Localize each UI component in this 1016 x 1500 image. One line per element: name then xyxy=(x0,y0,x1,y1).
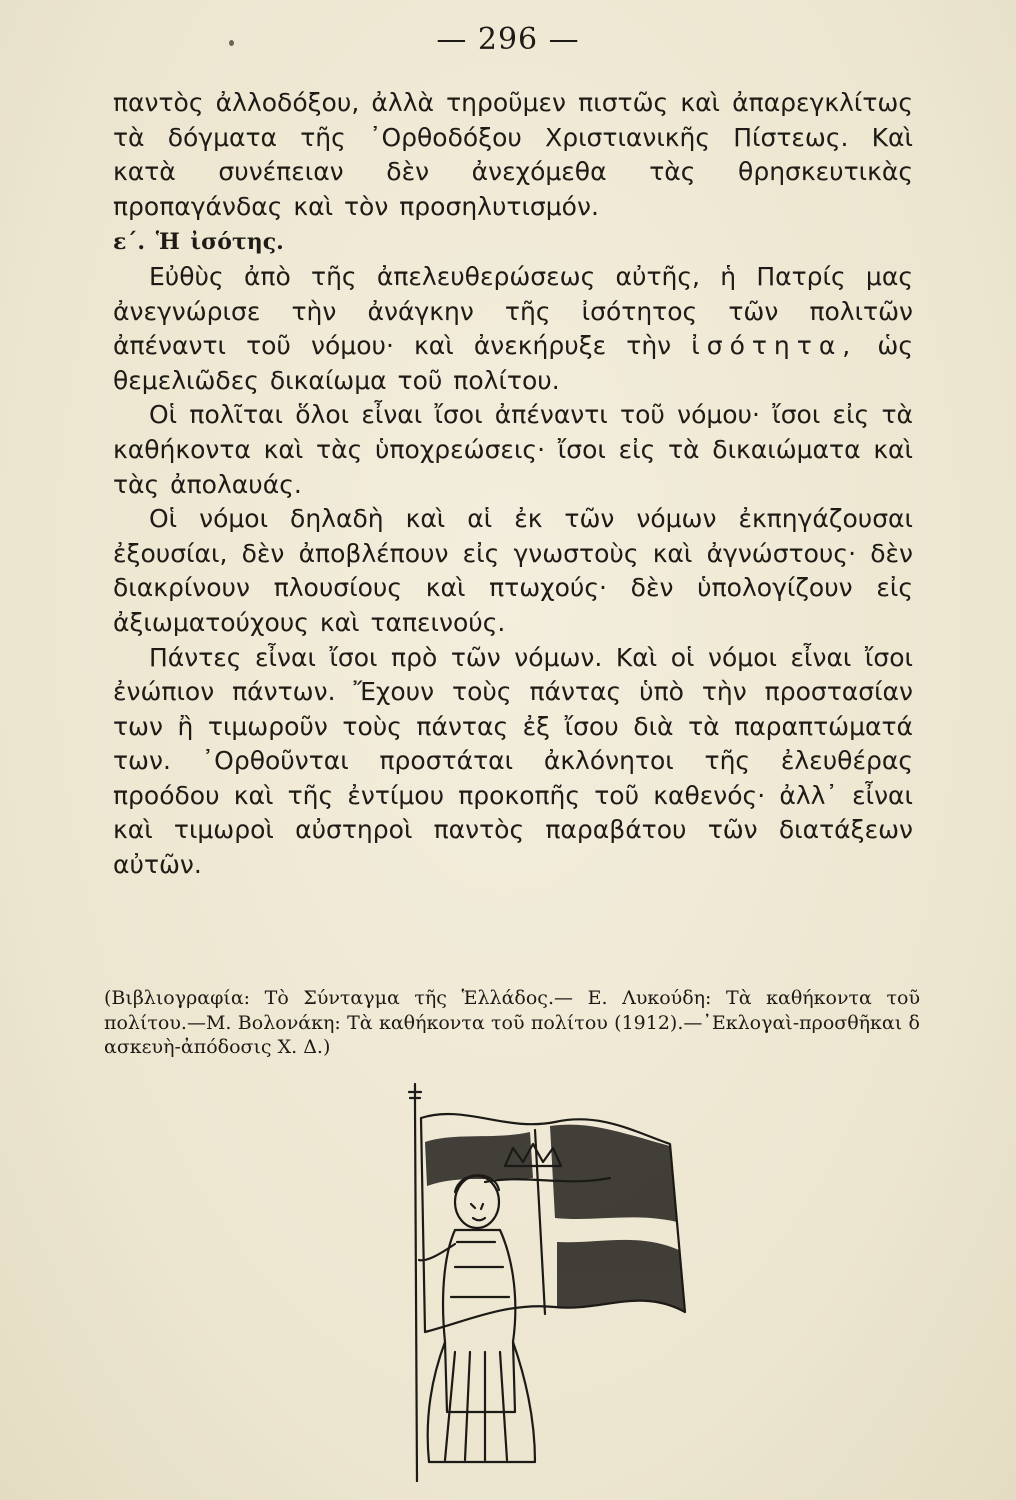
bibliography-text: (Βιβλιογραφία: Τὸ Σύνταγμα τῆς Ἑλλάδος.— Ε. Λυκούδη: Τὰ καθήκοντα τοῦ πολίτου.—Μ. Βολονάκη: Τὰ καθήκοντα τοῦ πολίτου (1912).—᾿Εκλογαὶ-προσθῆκαι δ ασκευὴ-ἀπόδοσις Χ. Δ.) xyxy=(104,987,920,1058)
section-heading xyxy=(113,224,913,260)
flag-bearer-illustration xyxy=(385,1082,730,1482)
paragraph-equality-intro-start: Εὐθὺς ἀπὸ τῆς ἀπελευθερώσεως αὐτῆς, ἡ Πατρίς μας ἀνεγνώρισε τὴν ἀνάγκην τῆς ἰσότητος τῶν πολιτῶν ἀπέναντι τοῦ νόμου· καὶ ἀνεκήρυξε τὴν xyxy=(113,261,913,361)
figure-skirt xyxy=(428,1342,535,1462)
emphasized-equality-word: ἰσότητα, xyxy=(691,331,858,361)
paragraph-orthodoxy: παντὸς ἀλλοδόξου, ἀλλὰ τηροῦμεν πιστῶς καὶ ἀπαρεγκλίτως τὰ δόγματα τῆς ᾿Ορθοδόξου Χριστιανικῆς Πίστεως. Καὶ κατὰ συνέπειαν δὲν ἀνεχόμεθα τὰς θρησκευτικὰς προπαγάνδας καὶ τὸν προσηλυτισμόν. xyxy=(113,88,913,221)
flag-dark-left xyxy=(425,1132,533,1186)
cross-finial-icon xyxy=(409,1084,421,1104)
flag-dark-bottom xyxy=(557,1240,685,1312)
figure-vest-lines xyxy=(451,1242,509,1297)
paragraph-laws-impartial: Οἱ νόμοι δηλαδὴ καὶ αἱ ἐκ τῶν νόμων ἐκπηγάζουσαι ἐξουσίαι, δὲν ἀποβλέπουν εἰς γνωστοὺς καὶ ἀγνώστους· δὲν διακρίνουν πλουσίους καὶ πτωχούς· δὲν ὑπολογίζουν εἰς ἀξιωματούχους καὶ ταπεινούς. xyxy=(113,504,913,637)
paragraph-equality-intro-end: ὡς θεμελιῶδες δικαίωμα τοῦ πολίτου. xyxy=(113,331,914,395)
skirt-pleats xyxy=(445,1352,507,1460)
paragraph-citizens-equal: Οἱ πολῖται ὅλοι εἶναι ἴσοι ἀπέναντι τοῦ νόμου· ἴσοι εἰς τὰ καθήκοντα καὶ τὰς ὑποχρεώσεις· ἴσοι εἰς τὰ δικαιώματα καὶ τὰς ἀπολαυάς. xyxy=(113,400,913,499)
paragraph-all-equal: Πάντες εἶναι ἴσοι πρὸ τῶν νόμων. Καὶ οἱ νόμοι εἶναι ἴσοι ἐνώπιον πάντων. Ἔχουν τοὺς πάντας ὑπὸ τὴν προστασίαν των ἢ τιμωροῦν τοὺς πάντας ἐξ ἴσου διὰ τὰ παραπτώματά των. ᾿Ορθοῦνται προστάται ἀκλόνητοι τῆς ἐλευθέρας προόδου καὶ τῆς ἐντίμου προκοπῆς τοῦ καθενός· ἀλλ᾿ εἶναι καὶ τιμωροὶ αὐστηροὶ παντὸς παραβάτου τῶν διατάξεων αὐτῶν. xyxy=(113,642,913,880)
body-text xyxy=(113,86,913,883)
page-number: — 296 — xyxy=(436,22,580,57)
figure-body xyxy=(443,1230,515,1412)
section-heading-label: ε΄. Ἡ ἰσότης. xyxy=(113,229,284,256)
figure-face xyxy=(471,1204,485,1220)
paragraph-equality-intro xyxy=(113,260,913,398)
ink-speck xyxy=(229,40,234,46)
flag-pole xyxy=(415,1104,417,1482)
bibliography-note xyxy=(104,986,920,1060)
